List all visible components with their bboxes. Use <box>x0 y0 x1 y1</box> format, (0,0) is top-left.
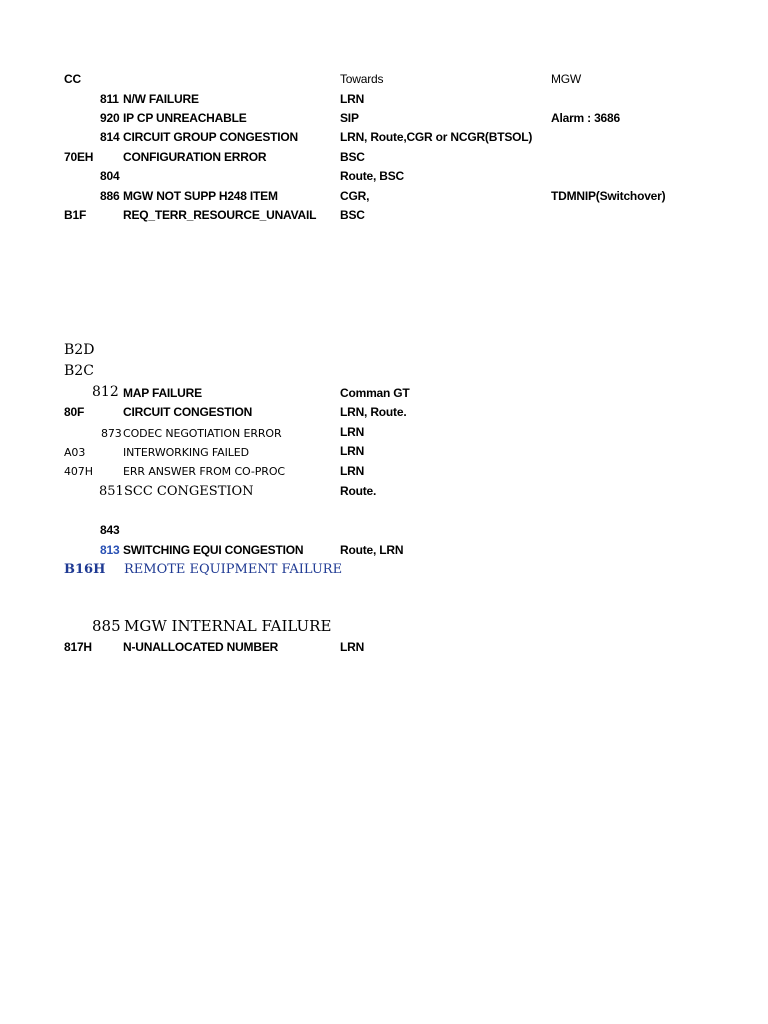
row-804-towards: Route, BSC <box>340 169 405 183</box>
row-813-num: 813 <box>100 543 120 557</box>
row-a03-desc: INTERWORKING FAILED <box>123 446 249 459</box>
row-886-extra: TDMNIP(Switchover) <box>551 189 666 203</box>
row-a03-hex: A03 <box>64 446 86 459</box>
row-70eh-towards: BSC <box>340 150 365 164</box>
header-mgw: MGW <box>551 72 582 86</box>
row-811-desc: N/W FAILURE <box>123 92 199 106</box>
row-a03-towards: LRN <box>340 444 365 458</box>
row-920-towards: SIP <box>340 111 359 125</box>
row-811-num: 811 <box>100 92 119 106</box>
row-886-desc: MGW NOT SUPP H248 ITEM <box>123 189 278 203</box>
row-812-desc: MAP FAILURE <box>123 386 202 400</box>
row-b16h-desc: REMOTE EQUIPMENT FAILURE <box>124 562 343 577</box>
row-813-towards: Route, LRN <box>340 543 404 557</box>
row-843-num: 843 <box>100 523 120 537</box>
row-920-extra: Alarm : 3686 <box>551 111 620 125</box>
row-851-desc: SCC CONGESTION <box>124 484 254 499</box>
row-920-desc: IP CP UNREACHABLE <box>123 111 247 125</box>
row-886-num: 886 <box>100 189 120 203</box>
row-873-num: 873 <box>101 427 122 440</box>
row-812-towards: Comman GT <box>340 386 410 400</box>
row-812-num: 812 <box>92 384 119 400</box>
row-873-towards: LRN <box>340 425 365 439</box>
row-407h-towards: LRN <box>340 464 365 478</box>
row-851-towards: Route. <box>340 484 377 498</box>
row-814-desc: CIRCUIT GROUP CONGESTION <box>123 130 298 144</box>
row-813-desc: SWITCHING EQUI CONGESTION <box>123 543 304 557</box>
row-873-desc: CODEC NEGOTIATION ERROR <box>123 427 282 440</box>
header-cc: CC <box>64 72 81 86</box>
row-817h-towards: LRN <box>340 640 365 654</box>
row-80f-hex: 80F <box>64 405 85 419</box>
row-811-towards: LRN <box>340 92 365 106</box>
row-851-num: 851 <box>99 484 124 499</box>
row-80f-desc: CIRCUIT CONGESTION <box>123 405 253 419</box>
row-817h-desc: N-UNALLOCATED NUMBER <box>123 640 279 654</box>
row-817h-hex: 817H <box>64 640 92 654</box>
row-804-num: 804 <box>100 169 120 183</box>
row-920-num: 920 <box>100 111 120 125</box>
row-70eh-hex: 70EH <box>64 150 94 164</box>
row-b1f-towards: BSC <box>340 208 365 222</box>
row-886-towards: CGR, <box>340 189 370 203</box>
header-towards: Towards <box>340 72 384 86</box>
row-885-num: 885 <box>92 617 121 635</box>
row-885-desc: MGW INTERNAL FAILURE <box>124 617 332 635</box>
row-407h-hex: 407H <box>64 465 93 478</box>
row-b1f-hex: B1F <box>64 208 87 222</box>
row-407h-desc: ERR ANSWER FROM CO-PROC <box>123 465 285 478</box>
row-814-towards: LRN, Route,CGR or NCGR(BTSOL) <box>340 130 533 144</box>
row-814-num: 814 <box>100 130 120 144</box>
row-80f-towards: LRN, Route. <box>340 405 407 419</box>
row-b1f-desc: REQ_TERR_RESOURCE_UNAVAIL <box>123 208 317 222</box>
label-b2d: B2D <box>64 342 95 358</box>
row-b16h-hex: B16H <box>64 562 106 577</box>
label-b2c: B2C <box>64 363 94 379</box>
row-70eh-desc: CONFIGURATION ERROR <box>123 150 267 164</box>
